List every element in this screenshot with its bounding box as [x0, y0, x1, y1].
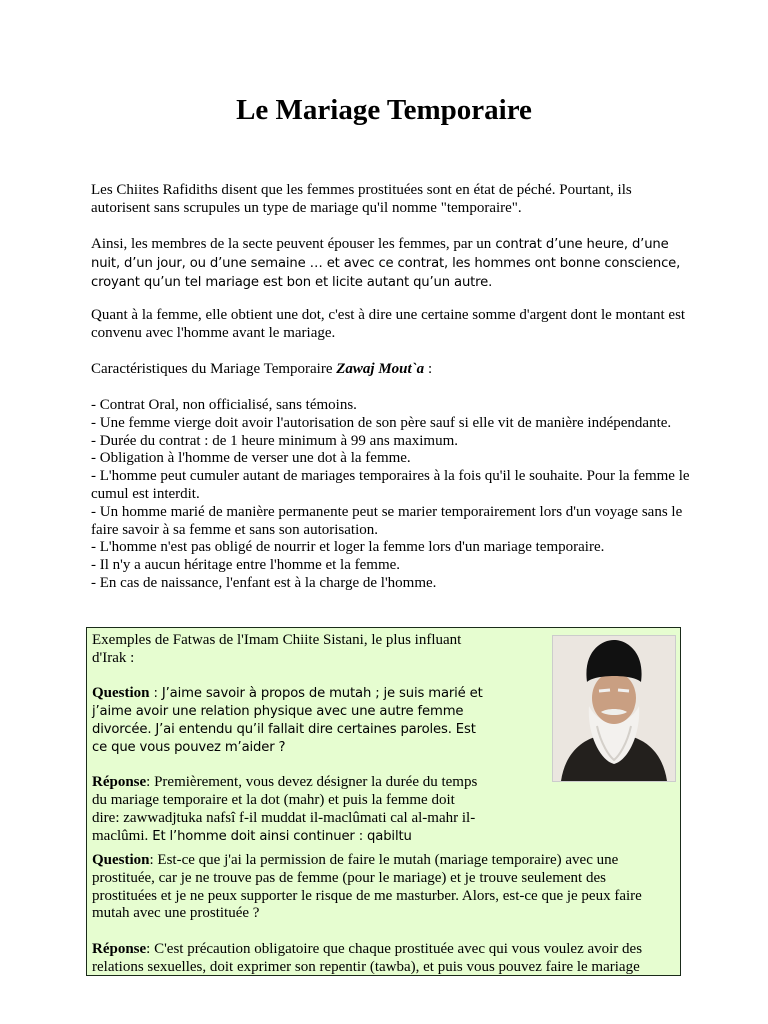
intro-paragraph-1: Les Chiites Rafidiths disent que les femmes prostituées sont en état de péché. Pourtant, ils autorisent sans scrupules un type de mariage qu'il nomme "temporaire".: [91, 182, 632, 216]
list-item: - Il n'y a aucun héritage entre l'homme et la femme.: [91, 557, 401, 574]
cleric-portrait-icon: [552, 635, 676, 782]
list-item: - En cas de naissance, l'enfant est à la charge de l'homme.: [91, 574, 437, 591]
question-2-label: Question: [92, 852, 150, 868]
answer-2: [92, 941, 674, 976]
answer-2-label: Réponse: [92, 940, 147, 957]
list-item: - L'homme peut cumuler autant de mariages temporaires à la fois qu'il le souhaite. Pour la femme le cumul est interdit.: [91, 468, 690, 502]
answer-1-text: : Premièrement, vous devez désigner la durée du temps du mariage temporaire et la dot (mahr) et puis la femme doit dire: zawwadjtuka nafsî f-il muddat il-maclûmati cal al-mahr il-maclûmi.: [92, 774, 478, 844]
intro-paragraph-2-rest: contrat d’une heure, d’une nuit, d’un jour, ou d’une semaine … et avec ce contrat, les hommes ont bonne conscience, croyant qu’un tel mariage est bon et licite autant qu’un autre.: [91, 237, 681, 290]
question-2-text: : Est-ce que j'ai la permission de faire le mutah (mariage temporaire) avec une prostituée, car je ne trouve pas de femme (pour le mariage) et je trouve seulement des prostituées et je ne peux supporter le risque de me masturber. Alors, est-ce que je peux faire mutah avec une prostituée ?: [92, 852, 642, 922]
characteristics-list: [91, 397, 691, 593]
list-item: - L'homme n'est pas obligé de nourrir et loger la femme lors d'un mariage temporaire.: [91, 539, 605, 556]
answer-1: [92, 774, 484, 845]
answer-2-text: : C'est précaution obligatoire que chaque prostituée avec qui vous voulez avoir des relations sexuelles, doit exprimer son repentir (tawba), et puis vous pouvez faire le mariage: [92, 940, 643, 975]
intro-paragraph-2: [91, 235, 691, 292]
list-item: - Durée du contrat : de 1 heure minimum à 99 ans maximum.: [91, 432, 458, 449]
portrait-graphic: [553, 636, 675, 781]
fatwa-heading: Exemples de Fatwas de l'Imam Chiite Sistani, le plus influant d'Irak :: [92, 632, 462, 666]
characteristics-heading-end: :: [424, 361, 433, 377]
fatwa-box-bottom: [92, 852, 674, 976]
fatwa-box: [86, 627, 681, 976]
page-title: Le Mariage Temporaire: [236, 94, 532, 126]
intro-paragraph-3: Quant à la femme, elle obtient une dot, c'est à dire une certaine somme d'argent dont le montant est convenu avec l'homme avant le mariage.: [91, 307, 686, 341]
list-item: - Une femme vierge doit avoir l'autorisation de son père sauf si elle vit de manière indépendante.: [91, 414, 672, 431]
characteristics-heading-text: Caractéristiques du Mariage Temporaire: [91, 361, 337, 377]
answer-1-text-continued: Et l’homme doit ainsi continuer : qabiltu: [148, 828, 412, 844]
list-item: - Obligation à l'homme de verser une dot à la femme.: [91, 450, 411, 467]
fatwa-box-top: [92, 632, 484, 846]
list-item: - Contrat Oral, non officialisé, sans témoins.: [91, 397, 357, 413]
question-2: [92, 852, 674, 923]
list-item: - Un homme marié de manière permanente peut se marier temporairement lors d'un voyage sans le faire savoir à sa femme et sans son autorisation.: [91, 503, 683, 538]
answer-1-label: Réponse: [92, 774, 147, 791]
intro-paragraph-2-start: Ainsi, les membres de la secte peuvent épouser les femmes, par un: [91, 236, 492, 252]
question-1-label: Question: [92, 685, 150, 702]
question-1-text: : J’aime savoir à propos de mutah ; je suis marié et j’aime avoir une relation physique avec une autre femme divorcée. J’ai entendu qu’il fallait dire certaines paroles. Est ce que vous pouvez m’aider ?: [92, 686, 483, 755]
zawaj-term: Zawaj Mout`a: [336, 361, 425, 377]
question-1: [92, 685, 484, 756]
characteristics-heading: [91, 360, 691, 378]
